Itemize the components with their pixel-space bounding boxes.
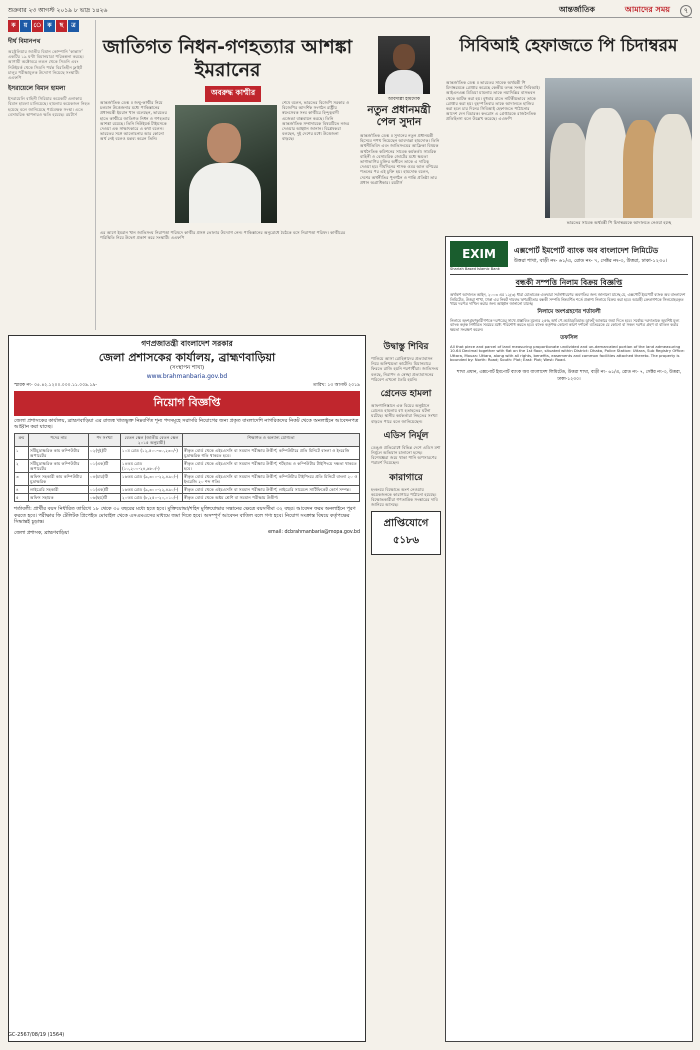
brief-body: পালিয়ে আসা রোহিঙ্গাদের প্রত্যাবাসন নিয়ে অনিশ্চয়তা কাটেনি। মিয়ানমারে ফিরতে রাজি হয়নি শরণার্থীরা। জাতিসংঘ বলছে, নিরাপদ ও স্বেচ্ছা প্রত্যাবাসনের পরিবেশ এখনো তৈরি হয়নি। [371, 356, 439, 382]
office-title: জেলা প্রশাসকের কার্যালয়, ব্রাহ্মণবাড়িয়া [98, 351, 276, 364]
page-number: ৭ [680, 5, 692, 17]
brief-body: অস্ট্রেলিয়ার জাতীয় বিমান কোম্পানি ‘কান্তাস’ একটির ১৯ ঘণ্টা বিমানযাত্রা পরিকল্পনা করছে। আগামী অক্টোবরে লন্ডন থেকে সিডনি এবং নিউইয়র্ক থেকে সিডনি পর্যন্ত বিরতিহীন ফ্লাইট চালুর পরীক্ষামূলক উদ্যোগ নিয়েছে সংস্থাটি। এএফপি [8, 49, 84, 81]
brief-title: কারাগারে [389, 472, 423, 483]
brief-badge [8, 20, 92, 32]
auction-terms: নিলামে অংশগ্রহণকারীগণকে দরপত্রের সাথে প্রস্তাবিত মূল্যের ২৫% অর্থ পে-অর্ডার/ডিমান্ড ড্রাফট আকারে জমা দিতে হবে। সর্বোচ্চ দরদাতাকে অবশিষ্ট মূল্য ব্যাংক কর্তৃক নির্ধারিত সময়ের মধ্যে পরিশোধ করতে হবে। ব্যাংক কর্তৃপক্ষ কোনো কারণ দর্শানো ব্যতিরেকে যে কোনো বা সকল দরপত্র গ্রহণ বা বাতিল করার ক্ষমতা সংরক্ষণ করেন। [450, 317, 680, 332]
auction-title: বন্ধকী সম্পত্তি নিলাম বিক্রয় বিজ্ঞপ্তি [515, 278, 623, 287]
badge-letter: য় [20, 20, 31, 32]
brief-body: আফগানিস্তানে এক বিয়ের অনুষ্ঠানে গ্রেনেড হামলায় বহু হতাহতের ঘটনা ঘটেছে। স্থানীয় কর্মকর্তারা নিহতের সংখ্যা বাড়তে পারে বলে জানিয়েছেন। [371, 403, 438, 424]
badge-letter: ক [8, 20, 19, 32]
table-cell: স্বীকৃত বোর্ড থেকে এইচএসসি বা সমমান পরীক্ষায় উত্তীর্ণ; কম্পিউটার টাইপিংয়ে প্রতি মিনিটে বাংলা ২০ ও ইংরেজি ২০ শব্দ গতি। [183, 473, 360, 486]
exim-logo: EXIM [450, 241, 508, 267]
office-website-link[interactable]: www.brahmanbaria.gov.bd [146, 373, 228, 380]
section-title: আন্তর্জাতিক [559, 4, 595, 14]
issue-date: শুক্রবার ২৩ আগস্ট ২০১৯ ৮ ভাদ্র ১৪২৬ [8, 7, 108, 14]
schedule-text: All that piece and parcel of land measuring proportionate undivided and un-demarcated portion of the land admeasuring 10.64 Decimal together with flat on the 1st floor, situated within District: Dhaka, Police Station: Uttara, Sub Registry Office: Uttara, Mouza: Uttara, along with all rights, benefits, easements and common facilities attached thereto. The property is bounded by: North: Road; South: Plot; East: Plot; West: Road. [450, 343, 685, 363]
table-cell: ৪ [15, 486, 29, 494]
recruitment-banner: নিয়োগ বিজ্ঞপ্তি [14, 391, 360, 416]
story-tag: অবরুদ্ধ কাশ্মীর [205, 86, 261, 102]
table-cell: ০১(এক)টি [89, 486, 121, 494]
table-row [15, 447, 360, 460]
table-cell: ২ [15, 460, 29, 473]
table-row [15, 460, 360, 473]
badge-letter: ক [44, 20, 55, 32]
table-cell: স্বীকৃত বোর্ড থেকে অষ্টম শ্রেণি বা সমমান পরীক্ষায় উত্তীর্ণ। [183, 494, 360, 502]
table-cell: ২০তম গ্রেড (৮,২৫০-২০,০১০/-) [121, 494, 183, 502]
contact-email[interactable]: email: dcbrahmanbaria@mopa.gov.bd [268, 530, 360, 536]
memo-number: স্মারক নং- ০৫.৪২.১২০০.০০০.১১.০০৯.১৯- [14, 383, 97, 388]
table-cell: ০৬(ছয়)টি [89, 494, 121, 502]
govt-title: গণপ্রজাতন্ত্রী বাংলাদেশ সরকার [141, 339, 233, 348]
table-row [15, 473, 360, 486]
badge-letter: ত্র [68, 20, 79, 32]
recruitment-conditions: শর্তাবলী: প্রার্থীর বয়স নির্ধারিত তারিখে ১৮ থেকে ৩০ বছরের মধ্যে হতে হবে। মুক্তিযোদ্ধা/শহিদ মুক্তিযোদ্ধার সন্তানের ক্ষেত্রে বয়সসীমা ৩২ বছর। আবেদন ফরম অনলাইনে পূরণ করতে হবে। পরীক্ষার ফি টেলিটক প্রিপেইড মোবাইল থেকে এসএমএসের মাধ্যমে জমা দিতে হবে। অসম্পূর্ণ আবেদন বাতিল বলে গণ্য হবে। নিয়োগ সংক্রান্ত বিষয়ে কর্তৃপক্ষের সিদ্ধান্তই চূড়ান্ত। [14, 506, 356, 525]
table-cell: ০২(দুই)টি [89, 447, 121, 460]
table-cell: স্বীকৃত বোর্ড থেকে এইচএসসি বা সমমান পরীক্ষায় উত্তীর্ণ; কম্পিউটারে প্রতি মিনিটে বাংলা ও ইংরেজি মুদ্রাক্ষরিক গতি থাকতে হবে। [183, 447, 360, 460]
govt-recruitment-ad [8, 335, 366, 1042]
ad-signature: শাখা প্রধান, এক্সপোর্ট ইমপোর্ট ব্যাংক অব বাংলাদেশ লিমিটেড, উত্তরা শাখা, বাড়ী নং- ৬১/এ, রোড নং- ৭, সেক্টর নং-৩, উত্তরা, ঢাকা-১২৩০। [456, 369, 682, 382]
table-cell: ০১(এক)টি [89, 460, 121, 473]
table-cell: ১৬তম গ্রেড (৯,৩০০-২২,৪৯০/-) [121, 473, 183, 486]
schedule-title: তফসিল [560, 334, 578, 341]
table-cell: অফিস সহকারী কাম কম্পিউটার মুদ্রাক্ষরিক [29, 473, 89, 486]
column-header: পদ সংখ্যা [89, 434, 121, 447]
column-header: পদের নাম [29, 434, 89, 447]
recruitment-intro: জেলা প্রশাসকের কার্যালয়, ব্রাহ্মণবাড়িয়া এর রাজস্ব খাতভুক্ত নিম্নবর্ণিত শূন্য পদসমূহে সরাসরি নিয়োগের জন্য প্রকৃত বাংলাদেশি নাগরিকদের নিকট থেকে অনলাইনে আবেদনপত্র আহ্বান করা যাচ্ছে। [14, 418, 359, 431]
mid-brief-column [371, 335, 441, 1042]
brief-body: ইসরায়েলি বাহিনী সিরিয়ার কয়েকটি এলাকায় বিমান হামলা চালিয়েছে। হামলায় কয়েকজন নিহত হয়েছে বলে জানিয়েছে পর্যবেক্ষক সংস্থা। এতে বেসামরিক স্থাপনারও ক্ষতি হয়েছে। রয়টার্স [8, 96, 90, 117]
table-cell: ৫ [15, 494, 29, 502]
brief-title: এডিস নির্মূল [383, 430, 429, 441]
classified-ad: প্রাপ্তিযোগে ৫১৮৬ [371, 511, 441, 555]
sudan-body: আন্তর্জাতিক ডেস্ক ॥ সুদানের নতুন প্রধানমন্ত্রী হিসেবে শপথ নিয়েছেন আবদাল্লা হামদোক। তিনি অর্থনীতিবিদ এবং জাতিসংঘের আফ্রিকা বিষয়ক অর্থনৈতিক কমিশনের সাবেক কর্মকর্তা। সামরিক বাহিনী ও বেসামরিক জোটের মধ্যে ক্ষমতা ভাগাভাগির চুক্তির অধীনে তাকে এ দায়িত্ব দেওয়া হয়। দীর্ঘদিনের শাসক ওমর আল বশিরের পতনের পর এই চুক্তি হয়। হামদোক বলেন, দেশের অর্থনীতির পুনর্গঠন ও শান্তি প্রতিষ্ঠা তার প্রধান অগ্রাধিকার। রয়টার্স [360, 133, 440, 185]
ad-code: GC-2567/08/19 (1564) [8, 1032, 65, 1038]
cbi-headline[interactable]: সিবিআই হেফাজতে পি চিদাম্বরম [459, 36, 678, 56]
photo-caption: আবদাল্লা হামদোক [387, 97, 421, 102]
hamdok-photo [378, 36, 430, 94]
table-row [15, 494, 360, 502]
page-header [8, 4, 692, 18]
column-header: বেতন স্কেল (জাতীয় বেতন স্কেল ২০১৫ অনুযায়ী) [121, 434, 183, 447]
sudan-headline[interactable]: নতুন প্রধানমন্ত্রী পেল সুদান [367, 104, 431, 128]
brief-title: ইসরায়েলে বিমান হামলা [8, 85, 66, 93]
photo-caption: ভারতের সাবেক অর্থমন্ত্রী পি চিদাম্বরমকে আদালতে নেওয়া হচ্ছে [566, 220, 672, 225]
exim-header [450, 241, 688, 275]
table-cell: সাঁটমুদ্রাক্ষরিক কাম কম্পিউটার অপারেটর [29, 460, 89, 473]
table-cell: সাঁটমুদ্রাক্ষরিক কাম কম্পিউটার অপারেটর [29, 447, 89, 460]
table-cell: ৩ [15, 473, 29, 486]
brief-title: দীর্ঘ বিমানপথ [8, 38, 41, 45]
table-cell: স্বীকৃত বোর্ড থেকে এইচএসসি বা সমমান পরীক্ষায় উত্তীর্ণ; শর্টহ্যান্ড ও কম্পিউটার টাইপিংয়ে দক্ষতা থাকতে হবে। [183, 460, 360, 473]
table-header-row [15, 434, 360, 447]
table-cell: স্বীকৃত বোর্ড থেকে এইচএসসি বা সমমান পরীক্ষায় উত্তীর্ণ; লাইব্রেরি সায়েন্সে সার্টিফিকেট কোর্স সম্পন্ন। [183, 486, 360, 494]
story-body: আন্তর্জাতিক ডেস্ক ॥ জম্মু-কাশ্মীর নিয়ে চলমান উত্তেজনার মধ্যে পাকিস্তানের প্রধানমন্ত্রী ইমরান খান বলেছেন, ভারতের হাতে কাশ্মীরে জাতিগত নিধন ও গণহত্যার আশঙ্কা রয়েছে। তিনি নিউইয়র্ক টাইমসকে দেওয়া এক সাক্ষাৎকারে এ কথা বলেন। ভারতের সঙ্গে আলোচনার আর কোনো অর্থ নেই বলেও মন্তব্য করেন তিনি। [100, 100, 170, 142]
table-cell: ১৬তম গ্রেড (৯,৩০০-২২,৪৯০/-) [121, 486, 183, 494]
brief-body: হংকংয়ে বিক্ষোভে অংশ নেওয়ায় কয়েকজনকে কারাগারে পাঠানো হয়েছে। বিক্ষোভকারীরা গণতান্ত্রিক সংস্কারের দাবি জানিয়ে আসছে। [371, 486, 438, 508]
ad-signer: জেলা প্রশাসক, ব্রাহ্মণবাড়িয়া [14, 531, 69, 537]
table-cell: অফিস সহায়ক [29, 494, 89, 502]
table-cell: ১৪তম গ্রেড (১০,২০০-২৪,৬৮০/-) [121, 460, 183, 473]
table-cell: ১০ম গ্রেড (১২,৫০০-৩০,২৩০/-) [121, 447, 183, 460]
table-row [15, 486, 360, 494]
imran-khan-photo [175, 105, 277, 223]
column-header: শিক্ষাগত ও অন্যান্য যোগ্যতা [183, 434, 360, 447]
ad-footer [14, 530, 360, 538]
badge-letter: ে [32, 20, 43, 32]
exim-logo-sub: Shariah Based Islamic Bank [450, 267, 500, 271]
exim-auction-ad [445, 236, 693, 1042]
newspaper-logo: আমাদের সময় [624, 5, 670, 14]
column-header: ক্রম [15, 434, 29, 447]
brief-body: ডেঙ্গু প্রতিরোধে বিভিন্ন দেশে এডিস মশা নির্মূলে অভিযান চালানো হচ্ছে। বিশেষজ্ঞরা জমে থাকা পানি অপসারণের পরামর্শ দিয়েছেন। [371, 444, 441, 466]
badge-letter: ছ [56, 20, 67, 32]
chidambaram-photo [545, 78, 692, 218]
bank-name: এক্সপোর্ট ইমপোর্ট ব্যাংক অব বাংলাদেশ লিমিটেড [514, 246, 659, 255]
office-branch: (সংস্থাপন শাখা) [169, 365, 205, 371]
cbi-body: আন্তর্জাতিক ডেস্ক ॥ ভারতের সাবেক অর্থমন্ত্রী পি চিদাম্বরমকে গ্রেপ্তার করেছে কেন্দ্রীয় তদন্ত সংস্থা সিবিআই। আইএনএক্স মিডিয়া মামলায় তাকে নয়াদিল্লির বাসভবন থেকে আটক করা হয়। বুধবার রাতে নাটকীয়ভাবে তাকে গ্রেপ্তার করা হয়। বৃহস্পতিবার তাকে আদালতে হাজির করা হলে চার দিনের সিবিআই হেফাজতে পাঠানোর আদেশ দেন বিচারক। কংগ্রেস এ গ্রেপ্তারকে রাজনৈতিক প্রতিহিংসা বলে উল্লেখ করেছে। এএফপি [446, 80, 541, 122]
table-cell: লাইব্রেরি সহকারী [29, 486, 89, 494]
table-cell: ০৪(চার)টি [89, 473, 121, 486]
story-body-continued: এর আগে ইমরান খান জাতিসংঘ নিরাপত্তা পরিষদে কাশ্মীর প্রসঙ্গ তোলার উদ্যোগ নেন। পাকিস্তানের অনুরোধে বৈঠকে বসে নিরাপত্তা পরিষদ। কাশ্মীরের পরিস্থিতি নিয়ে উদ্বেগ প্রকাশ করে সংস্থাটি। এএফপি [100, 230, 346, 241]
brief-title: উদ্বাস্তু শিবির [383, 342, 429, 352]
auction-intro: অর্থঋণ আদালত আইন, ২০০৩ এর ১২(৩) ধারা মোতাবেক এতদ্বারা সর্বসাধারণের অবগতির জন্য জানানো যাচ্ছে যে, এক্সপোর্ট ইমপোর্ট ব্যাংক অব বাংলাদেশ লিমিটেড, উত্তরা শাখা, ঢাকা এর নিকট দায়বদ্ধ ঋণগ্রহীতার বন্ধকী সম্পত্তি নিম্নবর্ণিত শর্তে প্রকাশ্য নিলামে বিক্রয় করা হবে। আগ্রহী ক্রেতাগণকে সিলমোহরকৃত খামে দরপত্র দাখিল করার জন্য আহ্বান জানানো যাচ্ছে। [450, 292, 686, 307]
terms-title: নিলামে অংশগ্রহণের শর্তাবলী [537, 308, 601, 315]
memo-date: তারিখ: ১৩ আগস্ট ২০১৯ [312, 383, 360, 388]
vacancy-table [14, 433, 360, 502]
story-body: শেষে বলেন, ভারতের বিজেপি সরকার ও বিজেপির আদর্শিক সংগঠন রাষ্ট্রীয় স্বয়ংসেবক সংঘ কাশ্মীরে হিন্দুত্ববাদী এজেন্ডা বাস্তবায়ন করছে। তিনি আন্তর্জাতিক সম্প্রদায়কে বিষয়টিতে নজর দেওয়ার আহ্বান জানান। বিশ্লেষকরা বলছেন, দুই দেশের মধ্যে উত্তেজনা বাড়ছে। [282, 100, 350, 142]
left-brief-column [8, 20, 96, 330]
brief-title: গ্রেনেড হামলা [380, 389, 432, 400]
bank-address: উত্তরা শাখা, বাড়ী নং- ৬১/এ, রোড নং- ৭, সেক্টর নং-৩, উত্তরা, ঢাকা-১২৩০। [514, 258, 668, 264]
table-cell: ১ [15, 447, 29, 460]
main-headline[interactable]: জাতিগত নিধন-গণহত্যার আশঙ্কা ইমরানের [102, 36, 353, 81]
memo-line [14, 382, 360, 389]
